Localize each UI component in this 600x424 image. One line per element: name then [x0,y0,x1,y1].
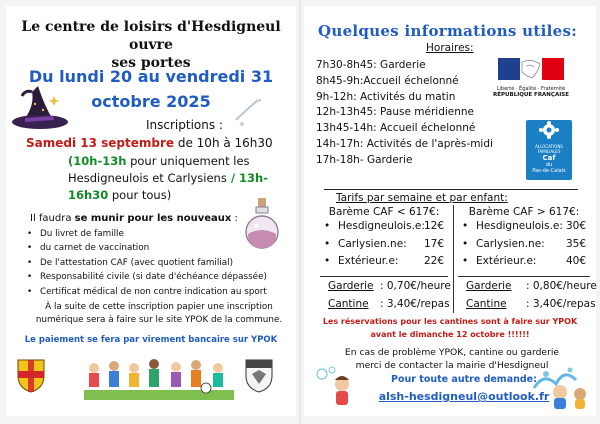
saturday-date: Samedi 13 septembre [26,136,175,150]
caf-emblem-icon [526,120,572,140]
bullet-icon: • [27,272,33,283]
list-item [26,285,296,299]
tarif-value: 40€ [565,255,586,267]
page-fold [299,0,301,424]
schedule-item: 8h45-9h:Accueil échelonné [316,74,459,87]
caf-text-3: Caf [542,154,556,162]
tarif-row [316,255,452,273]
documents-list [26,227,296,299]
tarifs-column-low [316,206,452,316]
document-label: Du livret de famille [40,229,124,239]
info-title: Quelques informations utiles: [318,22,578,40]
caf-text-4: du [545,162,553,168]
payment-note: Le paiement se fera par virement bancaire sur YPOK [24,335,278,345]
bullet-icon: • [462,237,469,250]
title-line-2: ses portes [111,55,191,71]
cantine-label: Cantine [328,297,369,310]
tarif-value: 17€ [423,237,444,250]
witch-hat-icon [10,82,74,136]
caf-logo [526,120,572,180]
tarif-label: Hesdigneulois.e: [476,220,563,232]
cantine-label: Cantine [466,297,507,310]
need-bold: se munir pour les nouveaux [74,213,232,224]
caf-text-5: Pas-de-Calais [532,168,566,174]
tarif-label: Extérieur.e: [338,255,399,267]
tarif-row [454,238,594,256]
reservation-notice [308,315,592,341]
problem-line-1: En cas de problème YPOK, cantine ou garderie [344,347,560,358]
after-line-1: À la suite de cette inscription papier une inscription [45,302,273,312]
horaires-heading: Horaires: [426,42,474,54]
tarif-value: 22€ [423,255,444,267]
caf-text-2: FAMILIALES [537,149,561,154]
bullet-icon: • [462,220,469,232]
tarif-separator [320,276,448,277]
bullet-icon: • [324,220,331,232]
marianne-icon [492,58,570,82]
need-prefix: Il faudra [30,213,75,224]
tarif-value: 30€ [565,220,586,232]
slot1-time: (10h-13h [68,154,127,168]
children-splash-illustration [530,358,592,410]
right-panel [304,6,596,416]
need-suffix: : [231,213,238,224]
document-label: Responsabilité civile (si date d'échéance dépassée) [40,272,267,283]
bareme-high: Barème CAF > 617€: [468,206,580,218]
cantine-row [316,298,452,316]
garderie-value: : 0,80€/heure [526,279,597,292]
slot2-time: / 13h-16h30 [68,171,268,202]
bullet-icon: • [324,237,331,250]
republique-francaise-logo [492,58,570,100]
after-registration-note [26,301,292,327]
cantine-value: : 3,40€/repas [526,297,596,310]
left-panel [6,6,296,416]
tarif-label: Hesdigneulois.e: [338,220,425,232]
schedule-list [316,58,493,169]
schedule-item: 14h-17h: Activités de l'après-midi [316,137,493,150]
garderie-label: Garderie [328,279,374,292]
problem-line-2: merci de contacter la mairie d'Hesdigneul [355,360,549,371]
slot1-text: pour uniquement les Hesdigneulois et Carlysiens [68,154,250,185]
garderie-row [316,280,452,298]
tarif-row [454,255,594,273]
document-label: du carnet de vaccination [40,243,150,254]
document-label: De l'attestation CAF (avec quotient familial) [40,257,234,268]
dates-line-2: octobre 2025 [91,92,211,111]
reservation-line-2: avant le dimanche 12 octobre !!!!!! [370,330,530,339]
dates-line-1: Du lundi 20 au vendredi 31 [28,67,274,86]
title-line-1: Le centre de loisirs d'Hesdigneul ouvre [21,19,281,53]
list-item [26,241,296,255]
list-item [26,227,296,241]
sparkle-icon [230,90,270,130]
need-line [30,213,238,224]
inscriptions-label: Inscriptions : [146,118,223,132]
bullet-icon: • [27,243,33,254]
tarif-row [454,220,594,238]
tarifs-divider [324,189,578,190]
schedule-item: 12h-13h45: Pause méridienne [316,106,475,119]
garderie-label: Garderie [466,279,512,292]
garderie-value: : 0,70€/heure [380,279,451,292]
tarif-label: Extérieur.e: [476,255,537,267]
schedule-item: 17h-18h- Garderie [316,153,413,166]
tarifs-column-high [454,206,597,316]
garderie-row [454,279,597,298]
bullet-icon: • [27,286,33,297]
slot2-text: pour tous) [108,188,172,202]
list-item [26,270,296,284]
bullet-icon: • [324,255,331,267]
bullet-icon: • [27,229,33,239]
marianne-name: RÉPUBLIQUE FRANÇAISE [493,92,569,98]
coat-of-arms-hesdigneul-icon [16,358,46,394]
tarif-value: 12€ [423,220,444,232]
child-bubbles-illustration [312,366,364,410]
coat-of-arms-carly-icon [244,358,274,394]
list-item [26,256,296,270]
tarifs-heading: Tarifs par semaine et par enfant: [336,192,508,204]
tarif-separator [458,276,590,277]
tarif-value: 35€ [565,237,586,250]
saturday-line [26,135,273,152]
schedule-item: 9h-12h: Activités du matin [316,90,456,103]
caf-text-1: ALLOCATIONS [535,144,563,149]
bullet-icon: • [27,257,33,268]
document-label: Certificat médical de non contre indication au sport [40,286,267,297]
tarif-row [316,220,452,238]
children-playing-illustration [84,352,234,402]
schedule-item: 7h30-8h45: Garderie [316,59,426,71]
after-line-2: numérique sera à faire sur le site YPOK de la commune. [35,315,283,325]
tarif-label: Carlysien.ne: [476,237,545,250]
tarif-row [316,238,452,256]
other-requests-label: Pour toute autre demande: [391,374,537,385]
marianne-motto: Liberté · Égalité · Fraternité [496,86,566,92]
tarif-label: Carlysien.ne: [338,237,407,250]
cantine-row [454,298,594,316]
bareme-low: Barème CAF < 617€: [328,206,440,218]
cantine-value: : 3,40€/repas [380,297,450,310]
schedule-item: 13h45-14h: Accueil échelonné [316,122,476,135]
contact-email-link[interactable]: alsh-hesdigneul@outlook.fr [378,390,550,403]
reservation-line-1: Les réservations pour les cantines sont à faire sur YPOK [322,317,578,326]
bullet-icon: • [462,255,469,267]
saturday-time: de 10h à 16h30 [174,136,273,150]
